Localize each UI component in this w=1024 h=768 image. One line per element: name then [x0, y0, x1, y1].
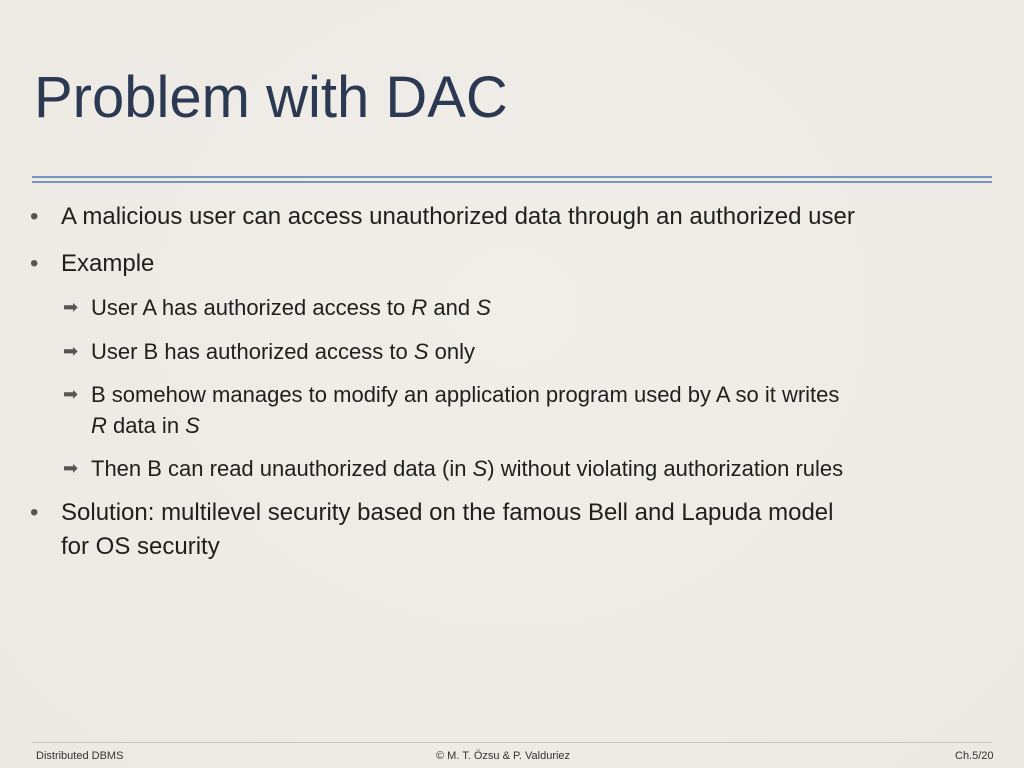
sub-bullet-2	[63, 336, 1001, 367]
sub-bullet-2-text-only: only	[428, 339, 475, 364]
bullet-icon: •	[30, 250, 39, 277]
bullet-1-text: A malicious user can access unauthorized data through an authorized user	[61, 203, 855, 230]
bullet-1	[30, 200, 1001, 234]
relation-s: S	[185, 413, 200, 438]
title-divider-bottom	[32, 181, 992, 183]
arrow-icon: ➡	[63, 297, 79, 317]
relation-s: S	[472, 456, 488, 481]
bullet-2	[30, 247, 1001, 281]
bullet-3	[30, 496, 1001, 564]
footer-page-number: Ch.5/20	[955, 750, 994, 762]
bullet-2-text: Example	[61, 250, 155, 277]
bullet-icon: •	[30, 499, 39, 526]
bullet-icon: •	[30, 203, 39, 230]
bullet-3-text-line1: Solution: multilevel security based on the famous Bell and Lapuda model	[61, 499, 834, 526]
sub-bullet-1-text: User A has authorized access to	[91, 295, 412, 320]
sub-bullet-3-text-data-in: data in	[106, 413, 186, 438]
relation-r: R	[411, 295, 428, 320]
footer-course: Distributed DBMS	[36, 750, 124, 762]
sub-bullet-3	[63, 379, 1001, 441]
sub-bullet-1-text-and: and	[427, 295, 477, 320]
arrow-icon: ➡	[63, 341, 79, 361]
sub-bullet-3-text: B somehow manages to modify an application program used by A so it writes	[91, 382, 840, 407]
arrow-icon: ➡	[63, 384, 79, 404]
bullet-3-text-line2: for OS security	[61, 533, 220, 560]
title-divider-top	[32, 176, 992, 178]
arrow-icon: ➡	[63, 458, 79, 478]
sub-bullet-1	[63, 292, 1001, 323]
relation-r: R	[91, 413, 107, 438]
sub-bullet-2-text: User B has authorized access to	[91, 339, 414, 364]
footer-copyright: © M. T. Özsu & P. Valduriez	[436, 750, 571, 762]
sub-bullet-4-text-rest: ) without violating authorization rules	[487, 456, 844, 481]
slide-title: Problem with DAC	[34, 65, 508, 130]
relation-s: S	[476, 295, 491, 320]
sub-bullet-4	[63, 453, 1001, 484]
sub-bullet-4-text: Then B can read unauthorized data (in	[91, 456, 473, 481]
relation-s: S	[413, 339, 429, 364]
footer-divider	[32, 742, 992, 743]
